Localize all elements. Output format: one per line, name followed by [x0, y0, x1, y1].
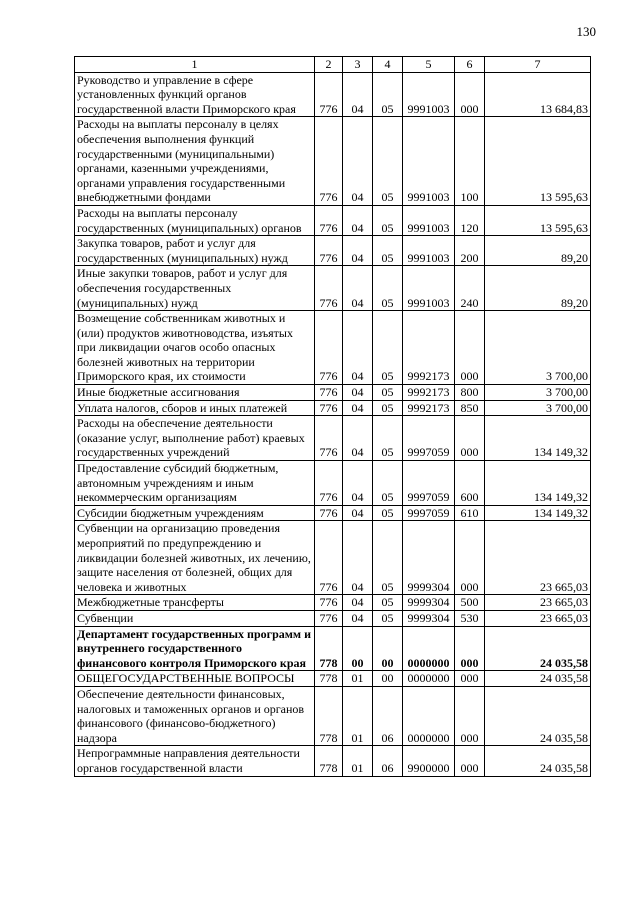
- row-target-cell: 0000000: [403, 671, 455, 687]
- row-amount-cell: 3 700,00: [485, 311, 591, 385]
- row-subsection-cell: 05: [373, 385, 403, 401]
- row-code-cell: 776: [315, 117, 343, 206]
- row-target-cell: 9991003: [403, 236, 455, 266]
- row-target-cell: 9991003: [403, 205, 455, 235]
- table-row: [75, 626, 591, 671]
- table-row: [75, 117, 591, 206]
- row-subsection-cell: 05: [373, 521, 403, 595]
- table-row: [75, 671, 591, 687]
- row-code-cell: 776: [315, 385, 343, 401]
- row-subsection-cell: 05: [373, 400, 403, 416]
- row-expense-type-cell: 800: [455, 385, 485, 401]
- row-expense-type-cell: 000: [455, 416, 485, 461]
- row-code-cell: 776: [315, 416, 343, 461]
- row-expense-type-cell: 610: [455, 505, 485, 521]
- row-target-cell: 9991003: [403, 117, 455, 206]
- row-name-cell: Субвенции на организацию проведения мероприятий по предупреждению и ликвидации болезней животных, их лечению, защите населения от болезней, общих для человека и животных: [75, 521, 315, 595]
- row-expense-type-cell: 100: [455, 117, 485, 206]
- row-expense-type-cell: 000: [455, 521, 485, 595]
- row-name-cell: ОБЩЕГОСУДАРСТВЕННЫЕ ВОПРОСЫ: [75, 671, 315, 687]
- row-expense-type-cell: 000: [455, 626, 485, 671]
- row-subsection-cell: 05: [373, 117, 403, 206]
- row-amount-cell: 3 700,00: [485, 385, 591, 401]
- row-expense-type-cell: 600: [455, 461, 485, 506]
- row-amount-cell: 13 595,63: [485, 117, 591, 206]
- row-expense-type-cell: 000: [455, 671, 485, 687]
- row-section-cell: 04: [343, 117, 373, 206]
- table-row: [75, 400, 591, 416]
- row-code-cell: 778: [315, 671, 343, 687]
- row-section-cell: 01: [343, 686, 373, 745]
- row-name-cell: Обеспечение деятельности финансовых, налоговых и таможенных органов и органов финансового (финансово-бюджетного) надзора: [75, 686, 315, 745]
- row-subsection-cell: 05: [373, 266, 403, 311]
- row-amount-cell: 23 665,03: [485, 595, 591, 611]
- row-target-cell: 9991003: [403, 72, 455, 117]
- header-cell: 5: [403, 57, 455, 73]
- row-name-cell: Уплата налогов, сборов и иных платежей: [75, 400, 315, 416]
- row-code-cell: 776: [315, 461, 343, 506]
- table-row: [75, 746, 591, 776]
- row-expense-type-cell: 000: [455, 311, 485, 385]
- header-cell: 1: [75, 57, 315, 73]
- table-body: [75, 72, 591, 776]
- row-code-cell: 778: [315, 686, 343, 745]
- row-target-cell: 9992173: [403, 311, 455, 385]
- row-code-cell: 776: [315, 236, 343, 266]
- row-name-cell: Департамент государственных программ и внутреннего государственного финансового контроля Приморского края: [75, 626, 315, 671]
- header-cell: 3: [343, 57, 373, 73]
- row-amount-cell: 24 035,58: [485, 686, 591, 745]
- row-amount-cell: 134 149,32: [485, 461, 591, 506]
- row-section-cell: 04: [343, 311, 373, 385]
- row-expense-type-cell: 000: [455, 72, 485, 117]
- row-expense-type-cell: 000: [455, 686, 485, 745]
- row-section-cell: 04: [343, 205, 373, 235]
- row-amount-cell: 89,20: [485, 266, 591, 311]
- row-target-cell: 9900000: [403, 746, 455, 776]
- row-expense-type-cell: 120: [455, 205, 485, 235]
- row-section-cell: 04: [343, 595, 373, 611]
- row-code-cell: 776: [315, 400, 343, 416]
- row-amount-cell: 23 665,03: [485, 521, 591, 595]
- row-subsection-cell: 06: [373, 746, 403, 776]
- row-subsection-cell: 05: [373, 461, 403, 506]
- row-section-cell: 01: [343, 671, 373, 687]
- row-section-cell: 04: [343, 461, 373, 506]
- row-target-cell: 9991003: [403, 266, 455, 311]
- row-amount-cell: 134 149,32: [485, 416, 591, 461]
- row-name-cell: Расходы на выплаты персоналу государственных (муниципальных) органов: [75, 205, 315, 235]
- row-code-cell: 776: [315, 505, 343, 521]
- row-name-cell: Межбюджетные трансферты: [75, 595, 315, 611]
- row-name-cell: Иные закупки товаров, работ и услуг для обеспечения государственных (муниципальных) нужд: [75, 266, 315, 311]
- row-subsection-cell: 05: [373, 311, 403, 385]
- row-target-cell: 0000000: [403, 626, 455, 671]
- row-amount-cell: 89,20: [485, 236, 591, 266]
- table-row: [75, 416, 591, 461]
- row-amount-cell: 3 700,00: [485, 400, 591, 416]
- row-code-cell: 776: [315, 205, 343, 235]
- row-section-cell: 04: [343, 385, 373, 401]
- row-subsection-cell: 05: [373, 205, 403, 235]
- row-subsection-cell: 05: [373, 72, 403, 117]
- row-name-cell: Предоставление субсидий бюджетным, автономным учреждениям и иным некоммерческим организациям: [75, 461, 315, 506]
- row-name-cell: Возмещение собственникам животных и (или) продуктов животноводства, изъятых при ликвидации очагов особо опасных болезней животных на территории Приморского края, их стоимости: [75, 311, 315, 385]
- row-amount-cell: 23 665,03: [485, 610, 591, 626]
- row-subsection-cell: 05: [373, 505, 403, 521]
- row-expense-type-cell: 530: [455, 610, 485, 626]
- row-code-cell: 778: [315, 746, 343, 776]
- row-expense-type-cell: 850: [455, 400, 485, 416]
- table-header-row: [75, 57, 591, 73]
- row-amount-cell: 24 035,58: [485, 626, 591, 671]
- header-cell: 2: [315, 57, 343, 73]
- table-row: [75, 505, 591, 521]
- row-target-cell: 9999304: [403, 521, 455, 595]
- row-amount-cell: 13 595,63: [485, 205, 591, 235]
- row-amount-cell: 24 035,58: [485, 746, 591, 776]
- table-row: [75, 461, 591, 506]
- table-row: [75, 610, 591, 626]
- budget-table: [74, 56, 591, 777]
- row-subsection-cell: 00: [373, 671, 403, 687]
- row-amount-cell: 13 684,83: [485, 72, 591, 117]
- row-target-cell: 9992173: [403, 385, 455, 401]
- row-target-cell: 9999304: [403, 610, 455, 626]
- row-expense-type-cell: 200: [455, 236, 485, 266]
- row-code-cell: 776: [315, 610, 343, 626]
- row-subsection-cell: 05: [373, 236, 403, 266]
- header-cell: 7: [485, 57, 591, 73]
- row-subsection-cell: 00: [373, 626, 403, 671]
- row-name-cell: Руководство и управление в сфере установленных функций органов государственной власти Приморского края: [75, 72, 315, 117]
- row-section-cell: 04: [343, 266, 373, 311]
- row-section-cell: 01: [343, 746, 373, 776]
- table-row: [75, 266, 591, 311]
- row-section-cell: 04: [343, 236, 373, 266]
- row-section-cell: 04: [343, 610, 373, 626]
- row-expense-type-cell: 500: [455, 595, 485, 611]
- row-code-cell: 776: [315, 311, 343, 385]
- row-section-cell: 04: [343, 521, 373, 595]
- row-section-cell: 04: [343, 72, 373, 117]
- row-name-cell: Расходы на обеспечение деятельности (оказание услуг, выполнение работ) краевых государственных учреждений: [75, 416, 315, 461]
- row-target-cell: 9997059: [403, 461, 455, 506]
- table-row: [75, 236, 591, 266]
- header-cell: 6: [455, 57, 485, 73]
- row-code-cell: 776: [315, 595, 343, 611]
- row-code-cell: 776: [315, 266, 343, 311]
- row-name-cell: Субвенции: [75, 610, 315, 626]
- row-target-cell: 9997059: [403, 416, 455, 461]
- row-name-cell: Расходы на выплаты персоналу в целях обеспечения выполнения функций государственными (муниципальными) органами, казенными учреждениями, органами управления государственными внебюджетными фондами: [75, 117, 315, 206]
- row-name-cell: Иные бюджетные ассигнования: [75, 385, 315, 401]
- row-section-cell: 04: [343, 400, 373, 416]
- row-amount-cell: 134 149,32: [485, 505, 591, 521]
- row-name-cell: Субсидии бюджетным учреждениям: [75, 505, 315, 521]
- row-name-cell: Непрограммные направления деятельности органов государственной власти: [75, 746, 315, 776]
- table-row: [75, 686, 591, 745]
- row-target-cell: 9997059: [403, 505, 455, 521]
- row-subsection-cell: 06: [373, 686, 403, 745]
- row-target-cell: 0000000: [403, 686, 455, 745]
- row-name-cell: Закупка товаров, работ и услуг для государственных (муниципальных) нужд: [75, 236, 315, 266]
- row-section-cell: 04: [343, 416, 373, 461]
- table-row: [75, 521, 591, 595]
- row-target-cell: 9999304: [403, 595, 455, 611]
- row-expense-type-cell: 000: [455, 746, 485, 776]
- row-code-cell: 776: [315, 72, 343, 117]
- row-amount-cell: 24 035,58: [485, 671, 591, 687]
- row-target-cell: 9992173: [403, 400, 455, 416]
- row-expense-type-cell: 240: [455, 266, 485, 311]
- row-section-cell: 04: [343, 505, 373, 521]
- row-subsection-cell: 05: [373, 416, 403, 461]
- table-row: [75, 205, 591, 235]
- row-code-cell: 778: [315, 626, 343, 671]
- row-code-cell: 776: [315, 521, 343, 595]
- page-number: 130: [576, 24, 596, 39]
- row-subsection-cell: 05: [373, 610, 403, 626]
- row-subsection-cell: 05: [373, 595, 403, 611]
- table-row: [75, 385, 591, 401]
- table-row: [75, 595, 591, 611]
- header-cell: 4: [373, 57, 403, 73]
- table-row: [75, 72, 591, 117]
- table-row: [75, 311, 591, 385]
- row-section-cell: 00: [343, 626, 373, 671]
